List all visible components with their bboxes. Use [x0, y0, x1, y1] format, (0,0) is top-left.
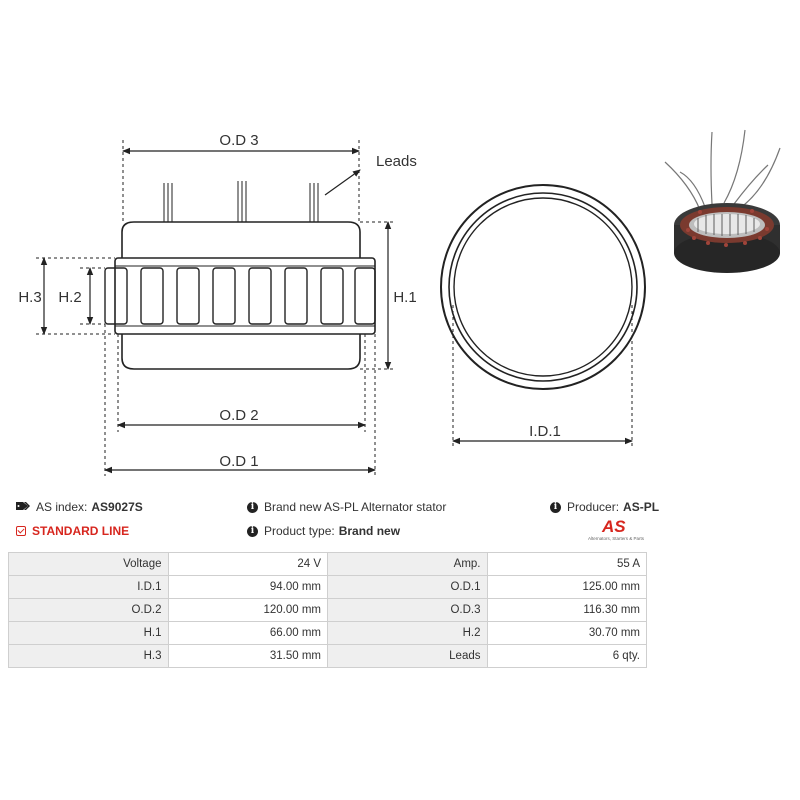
spec-value: 116.30 mm: [487, 599, 647, 622]
as-index-label: AS index:: [36, 500, 88, 514]
label-leads: Leads: [376, 153, 417, 170]
info-icon: i: [247, 526, 258, 537]
stator-top-view: [441, 185, 645, 389]
label-id1: I.D.1: [529, 423, 561, 440]
spec-value: 30.70 mm: [487, 622, 647, 645]
spec-value: 55 A: [487, 553, 647, 576]
info-icon: i: [247, 502, 258, 513]
standard-line-label: STANDARD LINE: [32, 524, 130, 538]
table-row: [9, 645, 647, 668]
label-h1: H.1: [393, 289, 417, 306]
spec-value: 120.00 mm: [168, 599, 328, 622]
spec-value: 125.00 mm: [487, 576, 647, 599]
info-icon: i: [550, 502, 561, 513]
core-slots: [105, 268, 375, 324]
spec-key: Amp.: [328, 553, 488, 576]
as-pl-logo: [588, 517, 650, 543]
spec-key: O.D.2: [9, 599, 169, 622]
spec-key: Leads: [328, 645, 488, 668]
checkbox-icon: [16, 526, 26, 536]
bottom-winding: [122, 334, 360, 369]
producer: [550, 500, 659, 514]
spec-key: I.D.1: [9, 576, 169, 599]
spec-value: 66.00 mm: [168, 622, 328, 645]
label-h3: H.3: [18, 289, 42, 306]
spec-key: Voltage: [9, 553, 169, 576]
producer-label: Producer:: [567, 500, 620, 514]
product-type-label: Product type:: [264, 524, 335, 538]
as-index-value: AS9027S: [91, 500, 143, 514]
label-od2: O.D 2: [219, 407, 259, 424]
product-type: [247, 524, 400, 538]
label-od1: O.D 1: [219, 453, 259, 470]
producer-value: AS-PL: [623, 500, 660, 514]
spec-value: 94.00 mm: [168, 576, 328, 599]
stator-side-view: [105, 181, 375, 369]
spec-value: 31.50 mm: [168, 645, 328, 668]
spec-key: O.D.3: [328, 599, 488, 622]
spec-key: O.D.1: [328, 576, 488, 599]
spec-key: H.2: [328, 622, 488, 645]
top-winding: [122, 222, 360, 258]
spec-value: 24 V: [168, 553, 328, 576]
product-type-value: Brand new: [338, 524, 401, 538]
spec-key: H.1: [9, 622, 169, 645]
description: [247, 500, 446, 514]
logo-mark: AS: [602, 517, 626, 536]
table-row: [9, 622, 647, 645]
spec-key: H.3: [9, 645, 169, 668]
tag-icon: [16, 500, 30, 514]
dimension-labels: [18, 132, 561, 470]
table-row: [9, 553, 647, 576]
label-od3: O.D 3: [219, 132, 259, 149]
core-outline: [115, 258, 375, 334]
lead-wires: [164, 181, 318, 222]
logo-tagline: Alternators, Starters & Parts: [588, 536, 645, 541]
photo-lead-wires: [665, 130, 780, 210]
spec-table: [8, 552, 647, 668]
description-text: Brand new AS-PL Alternator stator: [264, 500, 447, 514]
standard-line: [16, 524, 129, 538]
table-row: [9, 576, 647, 599]
spec-value: 6 qty.: [487, 645, 647, 668]
table-row: [9, 599, 647, 622]
label-h2: H.2: [58, 289, 82, 306]
as-index: [16, 500, 143, 514]
stator-photo: [665, 130, 780, 273]
